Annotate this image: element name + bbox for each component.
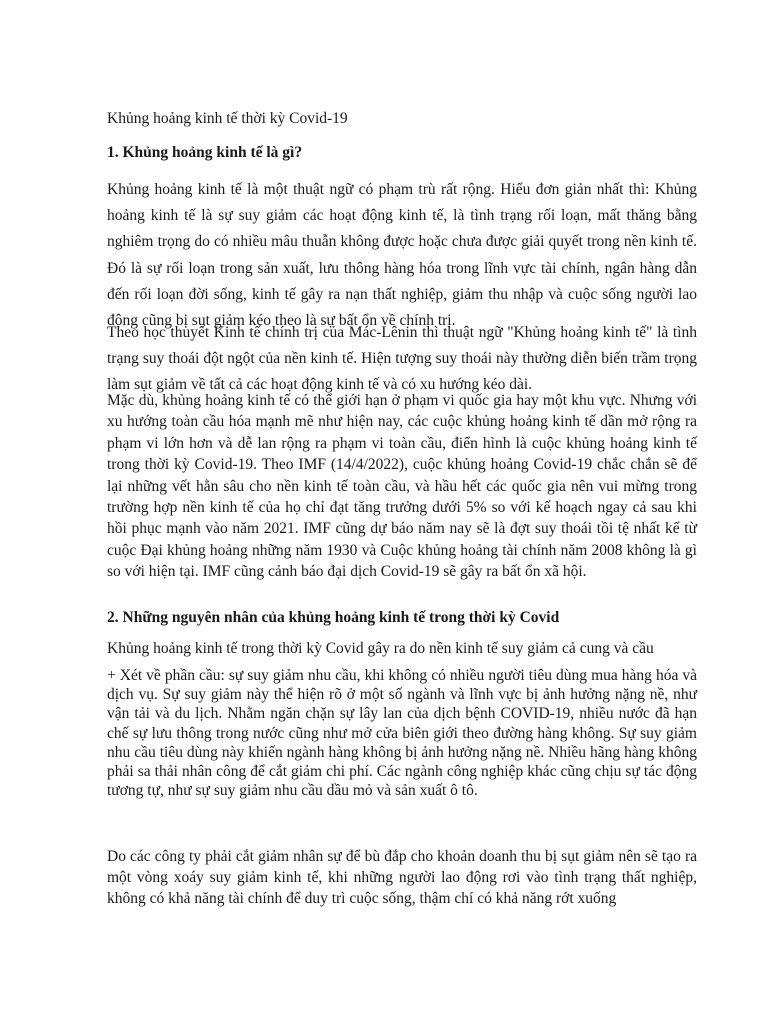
section-heading-1: 1. Khủng hoảng kinh tế là gì? (107, 144, 303, 161)
paragraph-layoffs: Do các công ty phải cắt giảm nhân sự để bù đắp cho khoản doanh thu bị sụt giảm nên sẽ tạo ra một vòng xoáy suy giảm kinh tế, khi những người lao động rơi vào tình trạng thất nghiệp, không có khả năng tài chính để duy trì cuộc sống, thậm chí có khả năng rớt xuống (107, 848, 697, 908)
document-page (107, 0, 697, 1024)
section-heading-2: 2. Những nguyên nhân của khủng hoảng kinh tế trong thời kỳ Covid (107, 609, 560, 626)
document-title: Khủng hoảng kinh tế thời kỳ Covid-19 (107, 110, 348, 127)
paragraph-definition: Khủng hoảng kinh tế là một thuật ngữ có phạm trù rất rộng. Hiểu đơn giản nhất thì: Khủng hoảng kinh tế là sự suy giảm các hoạt động kinh tế, là tình trạng rối loạn, mất thăng bằng nghiêm trọng do có nhiều mâu thuẫn không được hoặc chưa được giải quyết trong nền kinh tế. Đó là sự rối loạn trong sản xuất, lưu thông hàng hóa trong lĩnh vực tài chính, ngân hàng dẫn đến rối loạn đời sống, kinh tế gây ra nạn thất nghiệp, giảm thu nhập và cuộc sống người lao động cũng bị sụt giảm kéo theo là sự bất ổn về chính trị. (107, 181, 697, 330)
paragraph-imf: Mặc dù, khủng hoảng kinh tế có thể giới hạn ở phạm vi quốc gia hay một khu vực. Nhưng với xu hướng toàn cầu hóa mạnh mẽ như hiện nay, các cuộc khủng hoảng kinh tế dần mở rộng ra phạm vi lớn hơn và dễ lan rộng ra phạm vi toàn cầu, điển hình là cuộc khủng hoảng kinh tế trong thời kỳ Covid-19. Theo IMF (14/4/2022), cuộc khủng hoảng Covid-19 chắc chắn sẽ để lại những vết hằn sâu cho nền kinh tế toàn cầu, và hầu hết các quốc gia nên vui mừng trong trường hợp nền kinh tế của họ chỉ đạt tăng trưởng dưới 5% so với kế hoạch ngay cả sau khi hồi phục mạnh vào năm 2021. IMF cũng dự báo năm nay sẽ là đợt suy thoái tồi tệ nhất kể từ cuộc Đại khủng hoảng những năm 1930 và Cuộc khủng hoảng tài chính năm 2008 không là gì so với hiện tại. IMF cũng cảnh báo đại dịch Covid-19 sẽ gây ra bất ổn xã hội. (107, 392, 697, 581)
paragraph-marx-lenin: Theo học thuyết Kinh tế chính trị của Mác-Lênin thì thuật ngữ "Khủng hoảng kinh tế" là tình trạng suy thoái đột ngột của nền kinh tế. Hiện tượng suy thoái này thường diễn biến trầm trọng làm sụt giảm về tất cả các hoạt động kinh tế và có xu hướng kéo dài. (107, 324, 697, 394)
paragraph-supply-demand: Khủng hoảng kinh tế trong thời kỳ Covid gây ra do nền kinh tế suy giảm cả cung và cầu (107, 640, 654, 657)
paragraph-demand-side: + Xét về phần cầu: sự suy giảm nhu cầu, khi không có nhiều người tiêu dùng mua hàng hóa và dịch vụ. Sự suy giảm này thể hiện rõ ở một số ngành và lĩnh vực bị ảnh hưởng nặng nề, như vận tải và du lịch. Nhằm ngăn chặn sự lây lan của dịch bệnh COVID-19, nhiều nước đã hạn chế sự lưu thông trong nước cũng như mở cửa biên giới theo đường hàng không. Sự suy giảm nhu cầu tiêu dùng này khiến ngành hàng không bị ảnh hưởng nặng nề. Nhiều hãng hàng không phải sa thải nhân công để cắt giảm chi phí. Các ngành công nghiệp khác cũng chịu sự tác động tương tự, như sự suy giảm nhu cầu dầu mỏ và sản xuất ô tô. (107, 667, 697, 800)
